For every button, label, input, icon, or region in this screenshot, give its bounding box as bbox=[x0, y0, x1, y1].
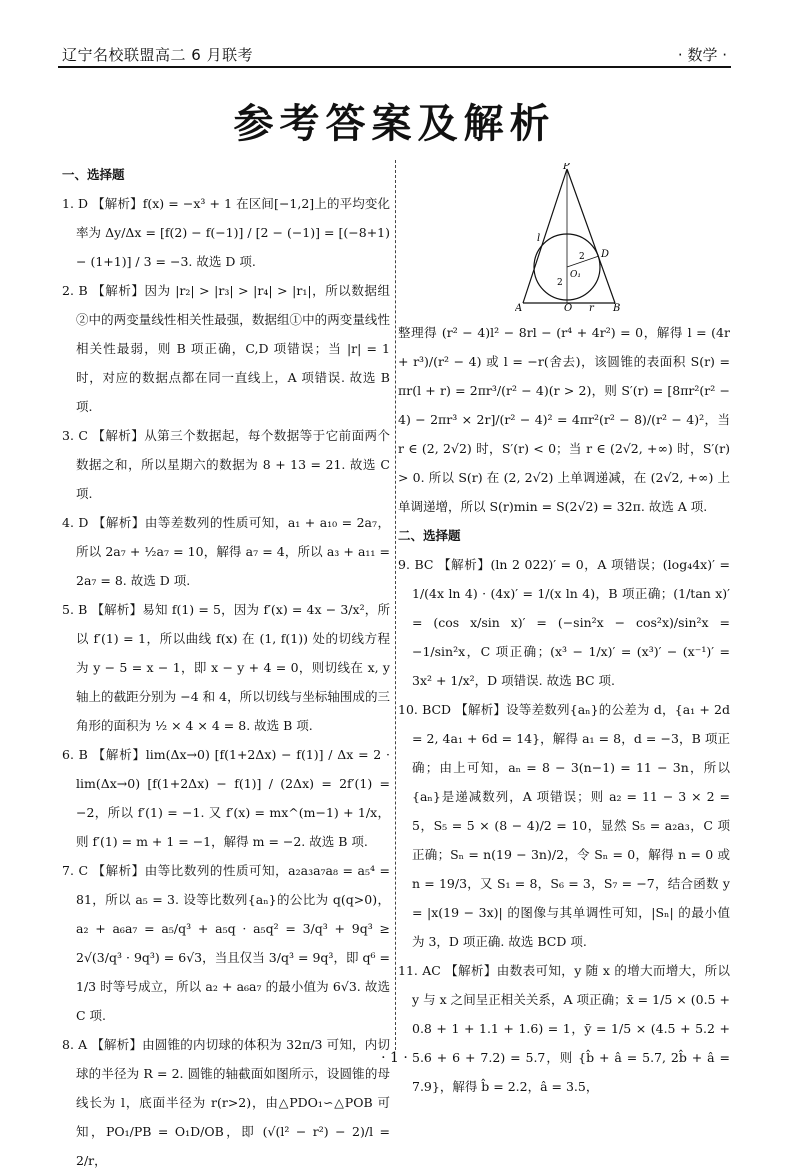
label-A: A bbox=[515, 303, 523, 313]
label-two-lower: 2 bbox=[557, 278, 563, 288]
label-B: B bbox=[613, 303, 621, 313]
cone-cross-section-figure bbox=[515, 163, 625, 313]
answer-item-5: 5. B 【解析】易知 f(1) = 5，因为 f′(x) = 4x − 3/x²，所以 f′(1) = 1，所以曲线 f(x) 在 (1, f(1)) 处的切线方程为 y − 5 = x − 1，即 x − y + 4 = 0，则切线在 x, y 轴上的截距分别为 −4 和 4，所以切线与坐标轴围成的三角形的面积为 ½ × 4 × 4 = 8. 故选 B 项. bbox=[62, 602, 390, 733]
cone-edge-right bbox=[567, 169, 615, 303]
label-O: O bbox=[564, 303, 573, 313]
header-right: · 数学 · bbox=[677, 46, 727, 64]
section-heading-multi: 二、选择题 bbox=[398, 528, 461, 543]
header-rule bbox=[58, 66, 731, 68]
label-D: D bbox=[601, 249, 610, 260]
answer-item-8-continued: 整理得 (r² − 4)l² − 8rl − (r⁴ + 4r²) = 0，解得 l = (4r + r³)/(r² − 4) 或 l = −r(舍去)，该圆锥的表面积 S(r) = πr(l + r) = 2πr³/(r² − 4)(r > 2)，则 S′(r) = [8πr²(r² − 4) − 2πr³ × 2r]/(r² − 4)² = 4πr²(r² − 8)/(r² − 4)²，当 r ∈ (2, 2√2) 时，S′(r) < 0；当 r ∈ (2√2, +∞) 时，S′(r) > 0. 所以 S(r) 在 (2, 2√2) 上单调递减，在 (2√2, +∞) 上单调递增，所以 S(r)min = S(2√2) = 32π. 故选 A 项. bbox=[398, 325, 730, 514]
answer-item-1: 1. D 【解析】f(x) = −x³ + 1 在区间[−1,2]上的平均变化率为 Δy/Δx = [f(2) − f(−1)] / [2 − (−1)] = [(−8+1) − (1+1)] / 3 = −3. 故选 D 项. bbox=[62, 196, 390, 269]
label-two-upper: 2 bbox=[579, 252, 585, 262]
answer-item-3: 3. C 【解析】从第三个数据起，每个数据等于它前面两个数据之和，所以星期六的数据为 8 + 13 = 21. 故选 C 项. bbox=[62, 428, 390, 501]
answer-item-6: 6. B 【解析】lim(Δx→0) [f(1+2Δx) − f(1)] / Δx = 2 · lim(Δx→0) [f(1+2Δx) − f(1)] / (2Δx) = 2f′(1) = −2，所以 f′(1) = −1. 又 f′(x) = mx^(m−1) + 1/x，则 f′(1) = m + 1 = −1，解得 m = −2. 故选 B 项. bbox=[62, 747, 390, 849]
section-heading-choice: 一、选择题 bbox=[62, 167, 125, 182]
label-O1: O₁ bbox=[570, 270, 581, 280]
header-left: 辽宁名校联盟高二 6 月联考 bbox=[62, 46, 254, 64]
answer-item-4: 4. D 【解析】由等差数列的性质可知，a₁ + a₁₀ = 2a₇，所以 2a₇ + ½a₇ = 10，解得 a₇ = 4，所以 a₃ + a₁₁ = 2a₇ = 8. 故选 D 项. bbox=[62, 515, 390, 588]
right-column bbox=[398, 318, 730, 1101]
answer-item-7: 7. C 【解析】由等比数列的性质可知，a₂a₃a₇a₈ = a₅⁴ = 81，所以 a₅ = 3. 设等比数列{aₙ}的公比为 q(q>0)，a₂ + a₆a₇ = a₅/q³ + a₅q · a₅q² = 3/q³ + 9q³ ≥ 2√(3/q³ · 9q³) = 6√3，当且仅当 3/q³ = 9q³，即 q⁶ = 1/3 时等号成立，所以 a₂ + a₆a₇ 的最小值为 6√3. 故选 C 项. bbox=[62, 863, 390, 1023]
page-title: 参考答案及解析 bbox=[233, 101, 556, 147]
label-r: r bbox=[589, 303, 594, 313]
answer-item-11: 11. AC 【解析】由数表可知，y 随 x 的增大而增大，所以 y 与 x 之间呈正相关关系，A 项正确；x̄ = 1/5 × (0.5 + 0.8 + 1 + 1.1 + 1.6) = 1，ȳ = 1/5 × (4.5 + 5.2 + 5.6 + 6 + 7.2) = 5.7，则 {b̂ + â = 5.7, 2b̂ + â = 7.9}，解得 b̂ = 2.2，â = 3.5， bbox=[398, 963, 730, 1094]
column-divider bbox=[395, 160, 396, 1050]
answer-item-9: 9. BC 【解析】(ln 2 022)′ = 0，A 项错误；(log₄4x)′ = 1/(4x ln 4) · (4x)′ = 1/(x ln 4)，B 项正确；(1/tan x)′ = (cos x/sin x)′ = (−sin²x − cos²x)/sin²x = −1/sin²x，C 项正确；(x³ − 1/x)′ = (x³)′ − (x⁻¹)′ = 3x² + 1/x²，D 项错误. 故选 BC 项. bbox=[398, 557, 730, 688]
answer-item-10: 10. BCD 【解析】设等差数列{aₙ}的公差为 d，{a₁ + 2d = 2, 4a₁ + 6d = 14}，解得 a₁ = 8，d = −3，B 项正确；由上可知，aₙ = 8 − 3(n−1) = 11 − 3n，所以{aₙ}是递减数列，A 项错误；则 a₂ = 11 − 3 × 2 = 5，S₅ = 5 × (8 − 4)/2 = 10，显然 S₅ = a₂a₃，C 项正确；Sₙ = n(19 − 3n)/2，令 Sₙ = 0，解得 n = 0 或 n = 19/3，又 S₁ = 8，S₆ = 3，S₇ = −7，结合函数 y = |x(19 − 3x)| 的图像与其单调性可知，|Sₙ| 的最小值为 3，D 项正确. 故选 BCD 项. bbox=[398, 702, 730, 949]
answer-item-2: 2. B 【解析】因为 |r₂| > |r₃| > |r₄| > |r₁|，所以数据组②中的两变量线性相关性最强，数据组①中的两变量线性相关性最弱，则 B 项正确，C,D 项错误；当 |r| = 1 时，对应的数据点都在同一直线上，A 项错误. 故选 B 项. bbox=[62, 283, 390, 414]
answer-item-8: 8. A 【解析】由圆锥的内切球的体积为 32π/3 可知，内切球的半径为 R = 2. 圆锥的轴截面如图所示，设圆锥的母线长为 l，底面半径为 r(r>2)，由△PDO₁∽△POB 可知，PO₁/PB = O₁D/OB，即 (√(l² − r²) − 2)/l = 2/r， bbox=[62, 1037, 390, 1168]
page-number: · 1 · bbox=[381, 1050, 408, 1066]
label-l: l bbox=[537, 233, 541, 244]
label-P: P bbox=[563, 163, 570, 172]
left-column bbox=[62, 160, 390, 1175]
